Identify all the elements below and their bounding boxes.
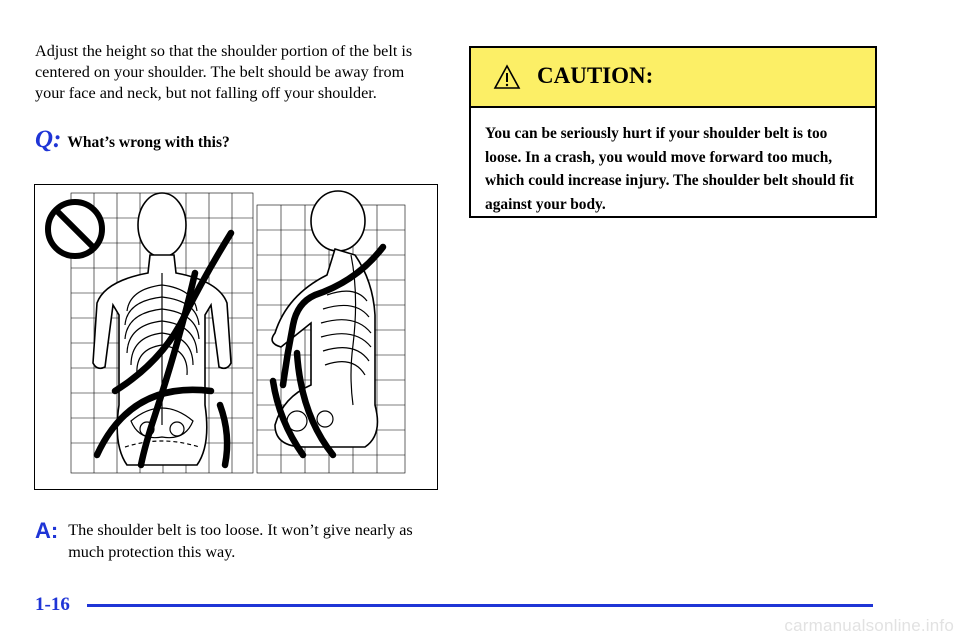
footer-rule [87, 604, 873, 607]
caution-header [471, 48, 875, 108]
question-row [35, 126, 230, 154]
caution-title: CAUTION: [537, 63, 654, 88]
seatbelt-illustration [34, 184, 438, 490]
skeleton-figure-svg [35, 185, 436, 488]
answer-row [35, 519, 438, 563]
warning-triangle-icon [493, 64, 521, 90]
answer-letter: A: [35, 518, 59, 543]
side-body [272, 191, 377, 447]
watermark: carmanualsonline.info [784, 616, 954, 635]
question-letter: Q: [35, 126, 62, 153]
page-number: 1-16 [35, 594, 70, 615]
question-text: What’s wrong with this? [67, 134, 230, 151]
caution-box [469, 46, 877, 218]
caution-body: You can be seriously hurt if your shoulder belt is too loose. In a crash, you would move forward too much, which could increase injury. The shoulder belt should fit against your body. [485, 125, 855, 213]
intro-paragraph: Adjust the height so that the shoulder portion of the belt is centered on your shoulder. The belt should be away from your face and neck, but not falling off your shoulder. [35, 42, 413, 102]
prohibited-icon [48, 202, 102, 256]
answer-text: The shoulder belt is too loose. It won’t give nearly as much protection this way. [68, 521, 413, 561]
